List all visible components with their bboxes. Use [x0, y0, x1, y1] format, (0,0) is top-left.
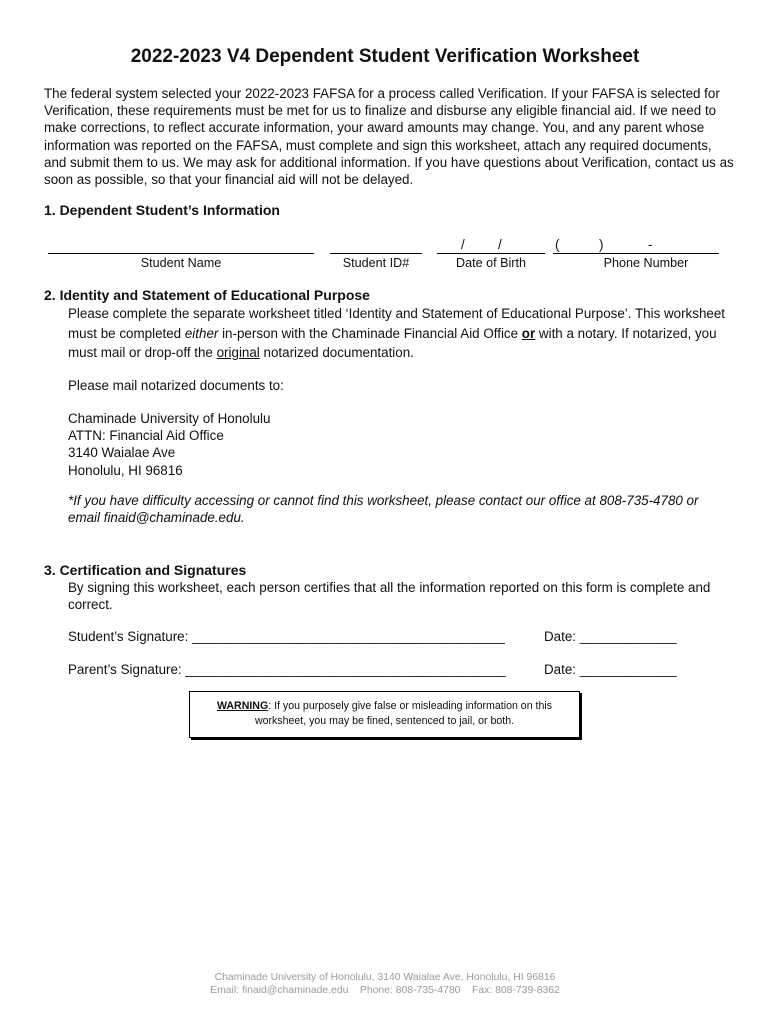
phone-dash: -	[648, 237, 653, 252]
parent-signature-field[interactable]: Parent’s Signature: ___________________________________________	[68, 662, 506, 677]
student-date-field[interactable]: Date: _____________	[544, 629, 677, 644]
page-footer	[0, 971, 770, 998]
warning-body: : If you purposely give false or misleading information on this worksheet, you may be fined, sentenced to jail, or both.	[254, 700, 553, 727]
dob-slash-1: /	[461, 237, 465, 252]
dob-slash-2: /	[498, 237, 502, 252]
address-line: 3140 Waialae Ave	[68, 445, 176, 461]
address-line: Chaminade University of Honolulu	[68, 411, 271, 426]
student-name-caption: Student Name	[140, 256, 222, 270]
student-id-line[interactable]	[330, 253, 422, 254]
section-3-heading: 3. Certification and Signatures	[44, 562, 247, 578]
dob-line[interactable]	[437, 253, 545, 254]
identity-text-b: in-person with the Chaminade Financial Aid Office	[218, 325, 522, 341]
phone-paren-close: )	[599, 237, 604, 252]
warning-label: WARNING	[216, 700, 269, 712]
section-2-heading: 2. Identity and Statement of Educational Purpose	[44, 287, 370, 303]
or-emphasis: or	[521, 325, 536, 341]
page-title: 2022-2023 V4 Dependent Student Verification Worksheet	[130, 46, 640, 67]
student-signature-field[interactable]: Student’s Signature: __________________________________________	[68, 629, 505, 644]
phone-line[interactable]	[553, 253, 719, 254]
mail-intro: Please mail notarized documents to:	[68, 378, 284, 393]
mailing-address	[68, 410, 270, 479]
identity-text-d: notarized documentation.	[259, 345, 414, 360]
dob-caption: Date of Birth	[456, 256, 526, 270]
student-name-line[interactable]	[48, 253, 314, 254]
parent-date-field[interactable]: Date: _____________	[544, 662, 677, 677]
identity-text-a: Please complete the separate worksheet titled ‘Identity and Statement of Educational Purpose’. This worksheet must be completed	[68, 306, 726, 341]
identity-paragraph	[68, 304, 734, 363]
footer-address: Chaminade University of Honolulu, 3140 Waialae Ave, Honolulu, HI 96816	[214, 972, 556, 983]
address-line: Honolulu, HI 96816	[68, 462, 183, 478]
identity-text-c: with a notary. If notarized, you must mail or drop-off the	[68, 325, 717, 360]
phone-paren-open: (	[555, 237, 560, 252]
phone-caption: Phone Number	[603, 256, 689, 270]
warning-box	[189, 691, 580, 738]
original-emphasis: original	[216, 345, 260, 360]
warning-text	[190, 699, 579, 729]
student-id-caption: Student ID#	[342, 256, 410, 270]
certification-text: By signing this worksheet, each person certifies that all the information reported on this form is complete and correct.	[68, 580, 711, 613]
section-1-heading: 1. Dependent Student’s Information	[44, 202, 280, 218]
intro-paragraph: The federal system selected your 2022-2023 FAFSA for a process called Verification. If your FAFSA is selected for Verification, these requirements must be met for us to finalize and disburse any eligible financial aid. If we need to make corrections, to reflect accurate information, your award amounts may change. You, and any parent whose information was reported on the FAFSA, must complete and sign this worksheet, attach any required documents, and submit them to us. We may ask for additional information. If you have questions about Verification, contact us as soon as possible, so that your financial aid will not be delayed.	[44, 86, 734, 188]
either-emphasis: either	[184, 325, 219, 341]
footer-contact: Email: finaid@chaminade.edu Phone: 808-735-4780 Fax: 808-739-8362	[210, 985, 560, 997]
address-line: ATTN: Financial Aid Office	[68, 428, 224, 444]
contact-note: *If you have difficulty accessing or cannot find this worksheet, please contact our office at 808-735-4780 or email finaid@chaminade.edu.	[68, 493, 699, 526]
